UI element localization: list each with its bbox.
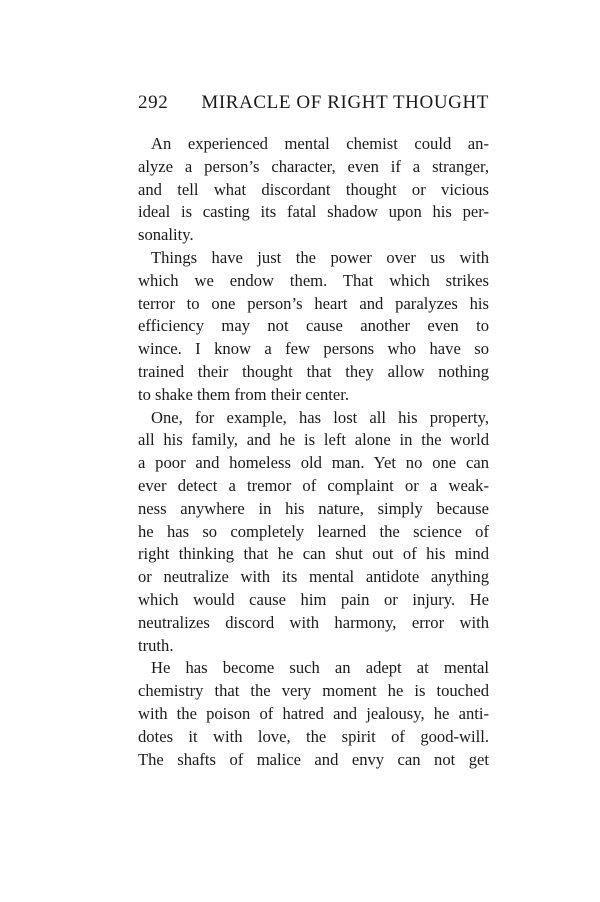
running-header (138, 92, 489, 114)
text-line: which would cause him pain or injury. He (138, 589, 489, 609)
text-line: with the poison of hatred and jealousy, he anti- (138, 703, 489, 723)
text-line: chemistry that the very moment he is touched (138, 681, 489, 701)
text-line: alyze a person’s character, even if a stranger, (138, 156, 489, 176)
text-line: Things have just the power over us with (151, 247, 489, 267)
text-line: trained their thought that they allow nothing (138, 361, 489, 381)
text-line: dotes it with love, the spirit of good-will. (138, 726, 489, 746)
text-line: neutralizes discord with harmony, error with (138, 612, 489, 632)
text-line: a poor and homeless old man. Yet no one can (138, 453, 489, 473)
text-line: He has become such an adept at mental (151, 658, 489, 678)
text-line: efficiency may not cause another even to (138, 316, 489, 336)
text-line: An experienced mental chemist could an- (151, 134, 489, 153)
text-line: The shafts of malice and envy can not get (138, 749, 489, 769)
text-line: to shake them from their center. (138, 384, 350, 404)
page-number: 292 (138, 92, 169, 113)
text-line: wince. I know a few persons who have so (138, 339, 489, 359)
text-line: which we endow them. That which strikes (138, 270, 489, 290)
text-line: or neutralize with its mental antidote anything (138, 567, 489, 587)
text-line: right thinking that he can shut out of his mind (138, 544, 489, 564)
text-line: and tell what discordant thought or vicious (138, 179, 489, 199)
page-body-text (138, 133, 489, 771)
text-line: ever detect a tremor of complaint or a weak- (138, 475, 489, 495)
text-line: One, for example, has lost all his property, (151, 407, 489, 427)
text-line: terror to one person’s heart and paralyzes his (138, 293, 489, 313)
text-line: sonality. (138, 225, 194, 245)
running-title: MIRACLE OF RIGHT THOUGHT (201, 92, 489, 113)
text-line: all his family, and he is left alone in the world (138, 430, 489, 450)
text-line: truth. (138, 635, 174, 655)
text-line: ideal is casting its fatal shadow upon his per- (138, 202, 489, 222)
text-line: he has so completely learned the science of (138, 521, 489, 541)
text-line: ness anywhere in his nature, simply because (138, 498, 489, 518)
